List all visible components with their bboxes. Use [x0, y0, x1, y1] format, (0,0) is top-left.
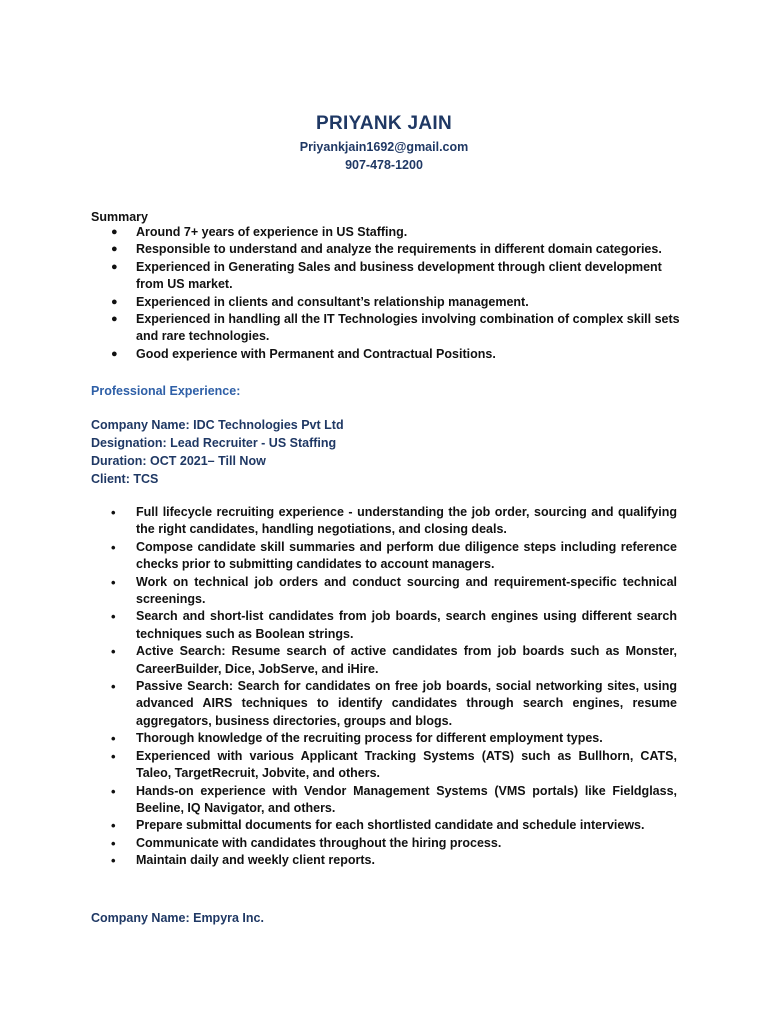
- duty-item: • Work on technical job orders and conduct sourcing and requirement-specific technical screenings.: [111, 574, 677, 607]
- bullet-icon: •: [111, 609, 116, 625]
- bullet-icon: ●: [111, 313, 118, 326]
- company-name-2: Company Name: Empyra Inc.: [91, 911, 264, 925]
- summary-list: [91, 224, 691, 363]
- bullet-icon: •: [111, 644, 116, 660]
- company-name: Company Name: IDC Technologies Pvt Ltd: [91, 418, 344, 432]
- duty-item: • Hands-on experience with Vendor Management Systems (VMS portals) like Fieldglass, Beeline, IQ Navigator, and others.: [111, 783, 677, 815]
- duty-item: • Passive Search: Search for candidates on free job boards, social networking sites, using advanced AIRS techniques to identify candidates through search engines, resume aggregators, business directories, groups and blogs.: [111, 679, 677, 728]
- bullet-icon: ●: [111, 243, 118, 256]
- duty-item: • Active Search: Resume search of active candidates from job boards such as Monster, CareerBuilder, Dice, JobServe, and iHire.: [111, 644, 677, 676]
- summary-item: ● Good experience with Permanent and Contractual Positions.: [91, 346, 691, 363]
- bullet-icon: •: [111, 748, 116, 764]
- summary-heading: Summary: [91, 210, 148, 224]
- experience-heading: Professional Experience:: [91, 384, 241, 398]
- duty-item: • Full lifecycle recruiting experience - understanding the job order, sourcing and qualifying the right candidates, handling negotiations, and closing deals.: [111, 505, 677, 537]
- duty-item: • Prepare submittal documents for each shortlisted candidate and schedule interviews.: [111, 818, 645, 834]
- duty-item: • Thorough knowledge of the recruiting process for different employment types.: [111, 731, 603, 747]
- summary-item: ● Experienced in Generating Sales and business development through client development from US market.: [111, 259, 662, 292]
- candidate-name: PRIYANK JAIN: [316, 113, 452, 134]
- duration: Duration: OCT 2021– Till Now: [91, 454, 266, 468]
- duty-item: • Compose candidate skill summaries and perform due diligence steps including reference checks prior to submitting candidates to account managers.: [111, 539, 677, 572]
- summary-item: ● Experienced in clients and consultant’s relationship management.: [91, 294, 691, 311]
- bullet-icon: •: [111, 679, 116, 695]
- bullet-icon: ●: [111, 260, 118, 273]
- duty-item: • Maintain daily and weekly client reports.: [111, 853, 375, 869]
- bullet-icon: •: [111, 835, 116, 851]
- bullet-icon: ●: [111, 226, 118, 238]
- bullet-icon: •: [111, 783, 116, 799]
- summary-item: ● Responsible to understand and analyze the requirements in different domain categories.: [91, 241, 691, 258]
- bullet-icon: •: [111, 539, 116, 555]
- bullet-icon: •: [111, 505, 116, 520]
- bullet-icon: •: [111, 731, 116, 747]
- duties-list: [91, 504, 677, 870]
- summary-item: ● Around 7+ years of experience in US Staffing.: [91, 224, 691, 241]
- client: Client: TCS: [91, 472, 159, 486]
- email-text: Priyankjain1692@gmail.com: [299, 140, 469, 154]
- duty-item: • Communicate with candidates throughout the hiring process.: [111, 835, 502, 851]
- duty-item: • Experienced with various Applicant Tracking Systems (ATS) such as Bullhorn, CATS, Taleo, TargetRecruit, Jobvite, and others.: [111, 748, 677, 781]
- duty-item: • Search and short-list candidates from job boards, search engines using different search techniques such as Boolean strings.: [111, 609, 677, 641]
- bullet-icon: ●: [111, 347, 118, 360]
- bullet-icon: ●: [111, 295, 118, 308]
- bullet-icon: •: [111, 853, 116, 869]
- phone-text: 907-478-1200: [345, 158, 423, 172]
- bullet-icon: •: [111, 818, 116, 834]
- bullet-icon: •: [111, 574, 116, 590]
- summary-item: ● Experienced in handling all the IT Technologies involving combination of complex skill sets and rare technologies.: [111, 312, 680, 344]
- designation: Designation: Lead Recruiter - US Staffing: [91, 436, 337, 450]
